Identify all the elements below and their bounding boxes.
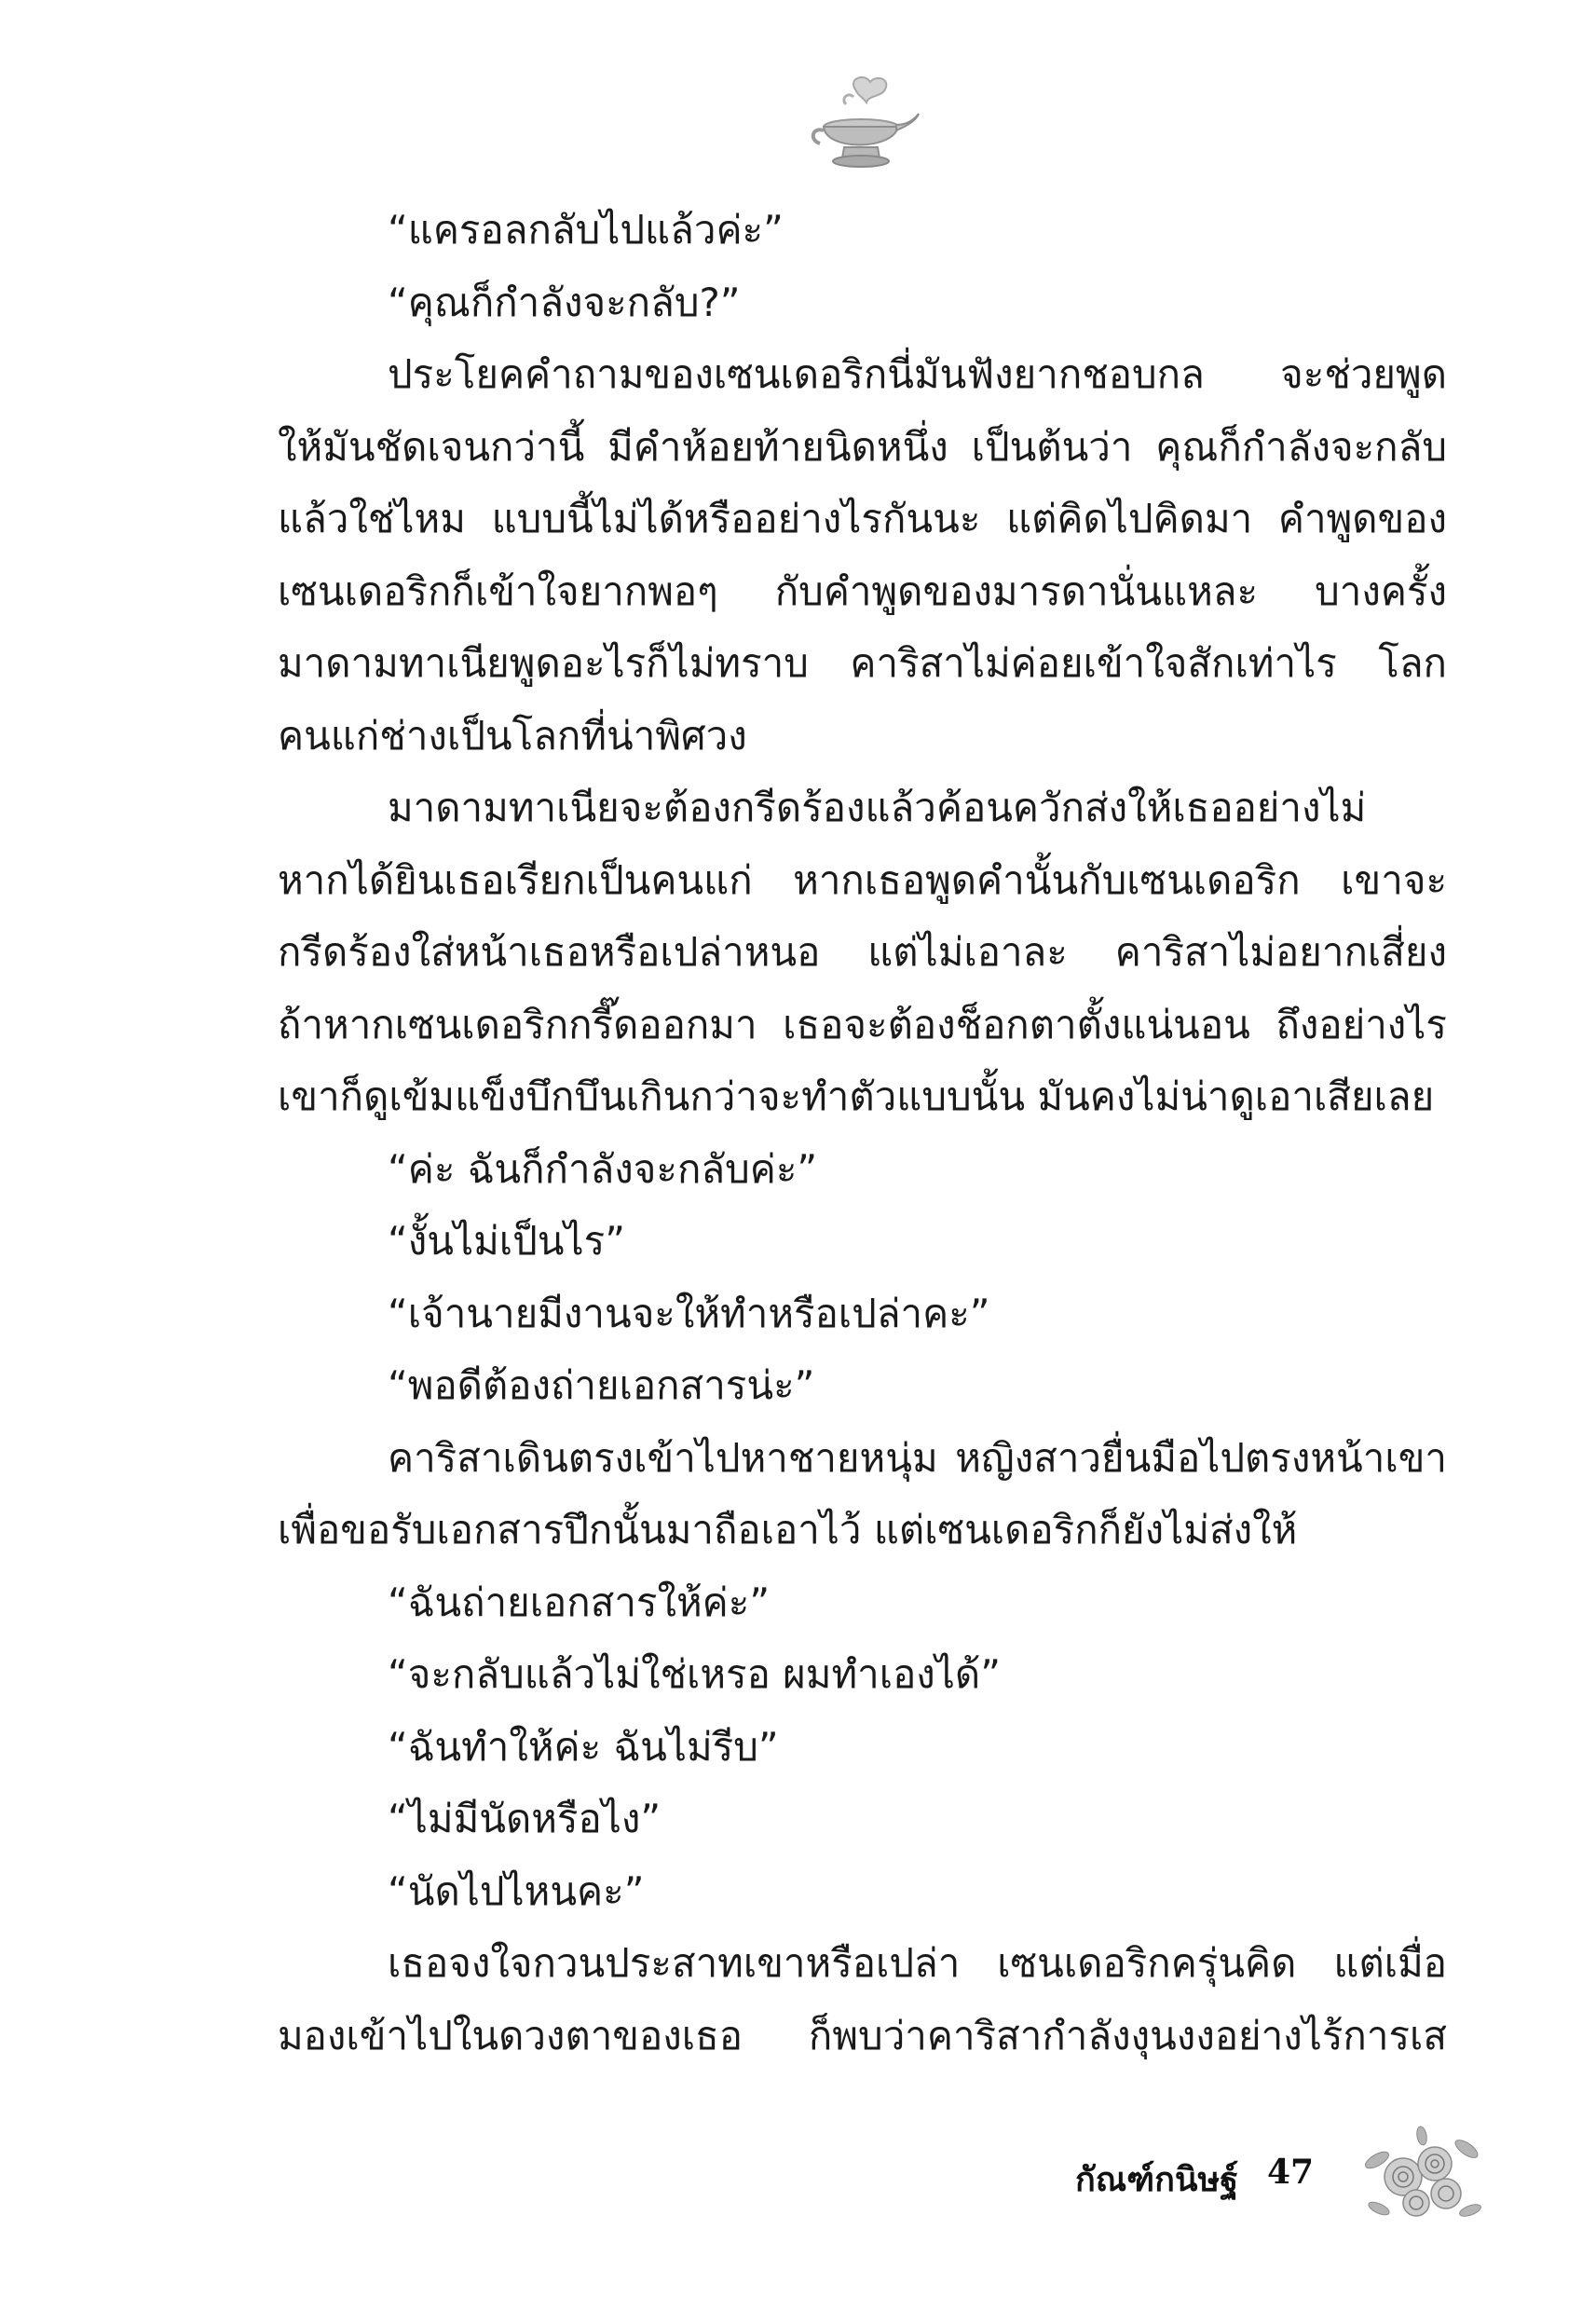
- dialogue-line: “เจ้านายมีงานจะให้ทำหรือเปล่าคะ”: [388, 1290, 990, 1336]
- dialogue-line: “ฉันทำให้ค่ะ ฉันไม่รีบ”: [388, 1723, 779, 1770]
- paragraph-line: เธอจงใจกวนประสาทเขาหรือเปล่า เซนเดอริกครุ่นคิด แต่เมื่อ: [388, 1940, 1447, 1986]
- paragraph-line: เขาก็ดูเข้มแข็งบึกบึนเกินกว่าจะทำตัวแบบนั้น มันคงไม่น่าดูเอาเสียเลย: [278, 1073, 1435, 1119]
- body-text: [278, 194, 1447, 2072]
- paragraph-line: ถ้าหากเซนเดอริกกรี๊ดออกมา เธอจะต้องช็อกตาตั้งแน่นอน ถึงอย่างไร: [278, 1001, 1447, 1047]
- paragraph-line: คาริสาเดินตรงเข้าไปหาชายหนุ่ม หญิงสาวยื่นมือไปตรงหน้าเขา: [388, 1434, 1447, 1481]
- dialogue-line: “จะกลับแล้วไม่ใช่เหรอ ผมทำเองได้”: [388, 1651, 1001, 1697]
- dialogue-line: “แครอลกลับไปแล้วค่ะ”: [388, 207, 784, 253]
- paragraph-line: เพื่อขอรับเอกสารปึกนั้นมาถือเอาไว้ แต่เซนเดอริกก็ยังไม่ส่งให้: [278, 1507, 1298, 1552]
- paragraph-line: คนแก่ช่างเป็นโลกที่น่าพิศวง: [278, 712, 747, 759]
- dialogue-line: “งั้นไม่เป็นไร”: [388, 1218, 625, 1264]
- book-title: กัณฑ์กนิษฐ์: [1075, 2160, 1239, 2199]
- flower-bouquet-icon: [1357, 2123, 1487, 2225]
- page-footer: [1062, 2123, 1491, 2225]
- dialogue-line: “พอดีต้องถ่ายเอกสารน่ะ”: [388, 1362, 815, 1408]
- dialogue-line: “ฉันถ่ายเอกสารให้ค่ะ”: [388, 1579, 771, 1625]
- paragraph-line: ให้มันชัดเจนกว่านี้ มีคำห้อยท้ายนิดหนึ่ง เป็นต้นว่า คุณก็กำลังจะกลับ: [278, 423, 1447, 470]
- dialogue-line: “ไม่มีนัดหรือไง”: [388, 1796, 662, 1841]
- page-number: 47: [1267, 2153, 1315, 2192]
- paragraph-line: หากได้ยินเธอเรียกเป็นคนแก่ หากเธอพูดคำนั้นกับเซนเดอริก เขาจะ: [278, 856, 1447, 903]
- paragraph-line: ประโยคคำถามของเซนเดอริกนี่มันฟังยากชอบกล จะช่วยพูด: [388, 351, 1447, 397]
- dialogue-line: “คุณก็กำลังจะกลับ?”: [388, 279, 741, 325]
- lamp-icon: [799, 73, 921, 175]
- paragraph-line: เซนเดอริกก็เข้าใจยากพอๆ กับคำพูดของมารดานั่นแหละ บางครั้ง: [278, 567, 1447, 614]
- dialogue-line: “นัดไปไหนคะ”: [388, 1867, 645, 1914]
- paragraph-line: กรีดร้องใส่หน้าเธอหรือเปล่าหนอ แต่ไม่เอาละ คาริสาไม่อยากเสี่ยง: [278, 929, 1447, 975]
- paragraph-line: มาดามทาเนียพูดอะไรก็ไม่ทราบ คาริสาไม่ค่อยเข้าใจสักเท่าไร โลก: [278, 640, 1447, 686]
- dialogue-line: “ค่ะ ฉันก็กำลังจะกลับค่ะ”: [388, 1145, 818, 1192]
- paragraph-line: มองเข้าไปในดวงตาของเธอ ก็พบว่าคาริสากำลังงุนงงอย่างไร้การเส: [278, 2012, 1447, 2058]
- paragraph-line: มาดามทาเนียจะต้องกรีดร้องแล้วค้อนควักส่งให้เธออย่างไม่: [388, 785, 1367, 830]
- paragraph-line: แล้วใช่ไหม แบบนี้ไม่ได้หรืออย่างไรกันนะ แต่คิดไปคิดมา คำพูดของ: [278, 496, 1447, 541]
